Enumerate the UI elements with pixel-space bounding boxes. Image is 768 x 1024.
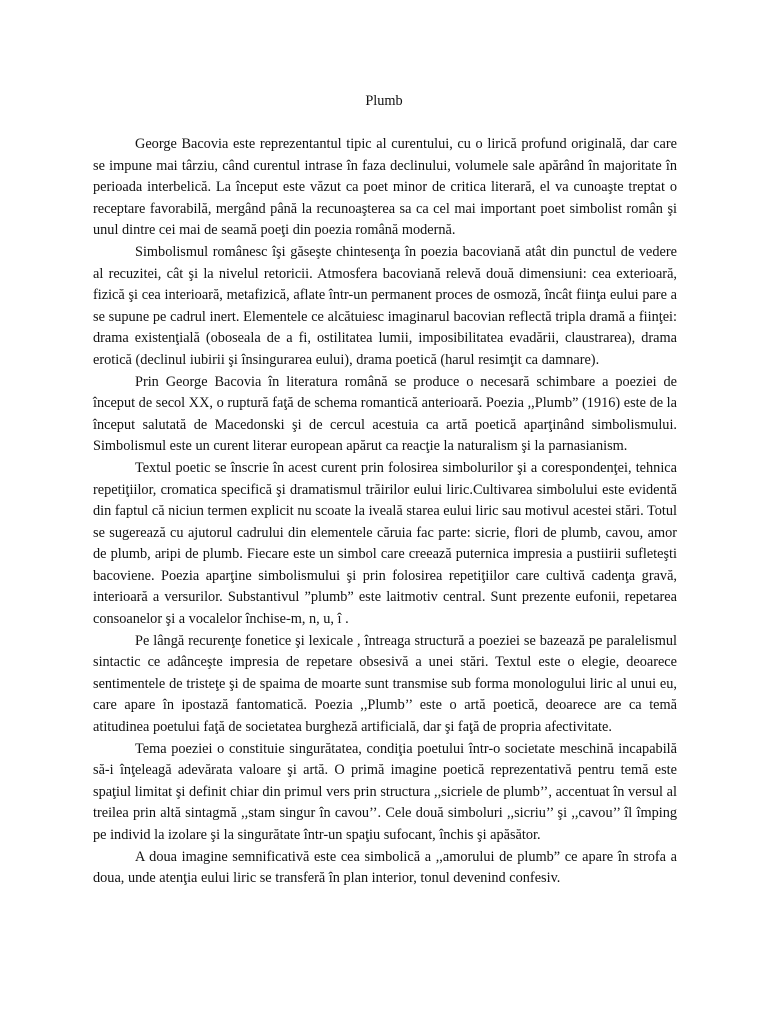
paragraph: Pe lângă recurenţe fonetice şi lexicale , întreaga structură a poeziei se bazează pe paralelismul sintactic ce adânceşte impresia de repetare obsesivă a unei stări. Textul este o elegie, deoarece sentimentele de tristeţe şi de spaima de moarte sunt transmise sub forma monologului liric al unui eu, care apare în ipostază fantomatică. Poezia ,,Plumb’’ este o artă poetică, deoarece are ca temă atitudinea poetului faţă de societatea burgheză artificială, dar şi faţă de propria afectivitate.: [93, 632, 677, 736]
paragraph: Prin George Bacovia în literatura română se produce o necesară schimbare a poeziei de început de secol XX, o ruptură faţă de schema romantică anterioară. Poezia ,,Plumb” (1916) este de la început salutată de Macedonski şi de cercul acestuia ca artă poetică aparţinând simbolismului. Simbolismul este un curent literar european apărut ca reacţie la naturalism şi la parnasianism.: [93, 373, 677, 455]
paragraph: Textul poetic se înscrie în acest curent prin folosirea simbolurilor şi a corespondenţei, tehnica repetiţiilor, cromatica specifică şi dramatismul trăirilor eului liric.Cultivarea simbolului este evidentă din faptul că niciun termen explicit nu scoate la iveală starea eului liric sau motivul acestei stări. Totul se sugerează cu ajutorul cadrului din elementele căruia fac parte: sicrie, flori de plumb, cavou, amor de plumb, aripi de plumb. Fiecare este un simbol care creează puternica impresia a pustiirii sufleteşti bacoviene. Poezia aparţine simbolismului şi prin folosirea repetiţiilor care cultivă cadenţa gravă, interioară a versurilor. Substantivul ”plumb” este laitmotiv central. Sunt prezente eufonii, repetarea consoanelor şi a vocalelor închise-m, n, u, î .: [93, 459, 677, 628]
document-body: [93, 134, 677, 890]
paragraph: A doua imagine semnificativă este cea simbolică a ,,amorului de plumb” ce apare în strofa a doua, unde atenţia eului liric se transferă în plan interior, tonul devenind confesiv.: [93, 848, 677, 887]
document-title: Plumb: [365, 93, 403, 109]
paragraph: Tema poeziei o constituie singurătatea, condiţia poetului într-o societate meschină incapabilă să-i înţeleagă adevărata valoare şi artă. O primă imagine poetică reprezentativă pentru temă este spaţiul limitat şi definit chiar din primul vers prin structura ,,sicriele de plumb’’, accentuat în versul al treilea prin altă sintagmă ,,stam singur în cavou’’. Cele două simboluri ,,sicriu’’ şi ,,cavou’’ îl împing pe individ la izolare şi la singurătate într-un spaţiu sufocant, închis şi apăsător.: [93, 740, 677, 843]
paragraph: George Bacovia este reprezentantul tipic al curentului, cu o lirică profund originală, dar care se impune mai târziu, când curentul intrase în faza declinului, volumele sale apărând în majoritate în perioada interbelică. La început este văzut ca poet minor de critica literară, el va cunoaşte treptat o receptare favorabilă, mergând până la recunoaşterea sa ca cel mai important poet simbolist român şi unul dintre cei mai de seamă poeţi din poezia română modernă.: [93, 136, 677, 239]
paragraph: Simbolismul românesc îşi găseşte chintesenţa în poezia bacoviană atât din punctul de vedere al recuzitei, cât şi la nivelul retoricii. Atmosfera bacoviană relevă două dimensiuni: cea exterioară, fizică şi cea interioară, metafizică, aflate într-un permanent proces de osmoză, încât fiinţa eului pare a se supune pe cadrul inert. Elementele ce alcătuiesc imaginarul bacovian reflectă tripla dramă a fiinţei: drama existenţială (oboseala de a fi, ostilitatea lumii, imposibilitatea evadării, claustrarea), drama erotică (declinul iubirii şi însingurarea eului), drama poetică (harul resimţit ca damnare).: [93, 243, 677, 368]
